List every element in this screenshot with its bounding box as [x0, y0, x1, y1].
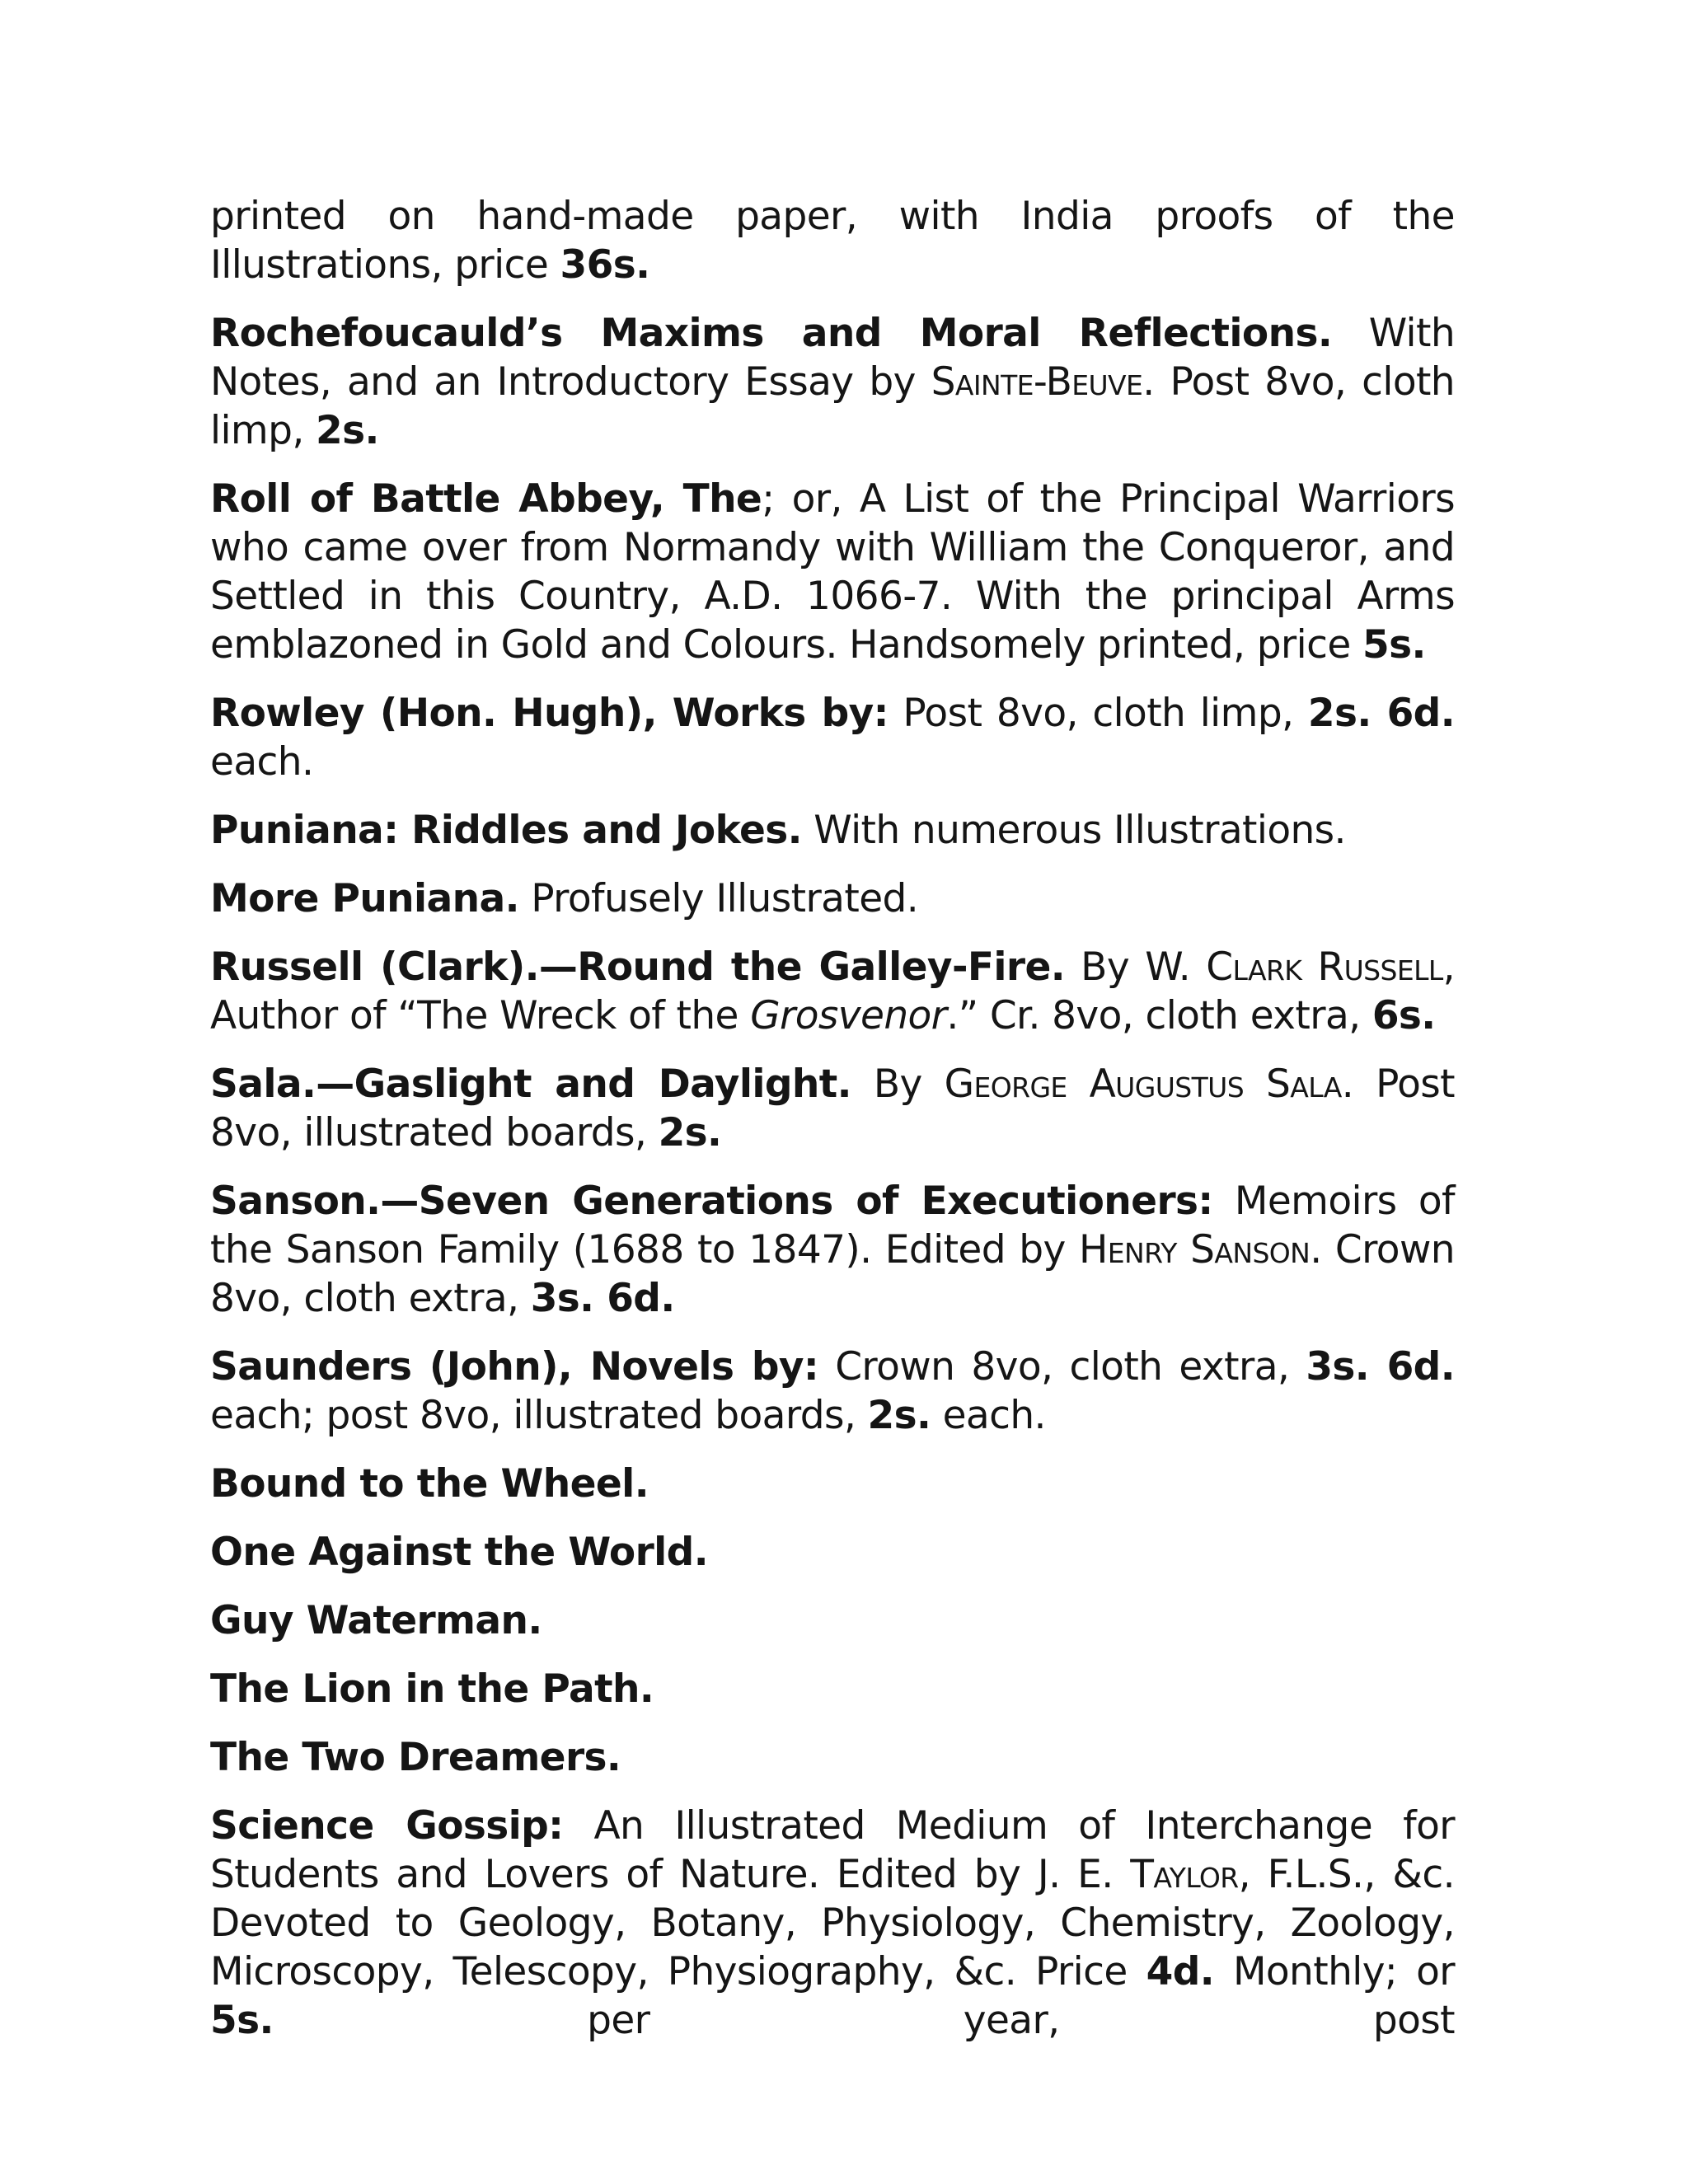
entry-bold-text: 4d.: [1146, 1949, 1215, 1994]
entry-bold-text: The Lion in the Path.: [210, 1666, 654, 1712]
entry-text: Profusely Illustrated.: [518, 876, 919, 921]
entry-bold-text: Roll of Battle Abbey, The: [210, 476, 762, 522]
catalogue-entry: [210, 1733, 1455, 1782]
entry-text: With Notes, and an Introductory Essay by: [210, 311, 1456, 405]
catalogue-entry: [210, 1802, 1455, 2045]
catalogue-entry: [210, 1528, 1455, 1577]
entry-bold-text: 2s.: [658, 1110, 722, 1155]
entry-bold-text: 36s.: [560, 242, 650, 288]
entry-text: , F.L.S., &c. Devoted to Geology, Botany, Physiology, Chemistry, Zoology, Microscopy, Telescopy, Physiography, &c. Price: [210, 1852, 1455, 1994]
entry-text: . Post 8vo, illustrated boards,: [210, 1062, 1456, 1155]
entry-text: An Illustrated Medium of Interchange for Students and Lovers of Nature. Edited by J. E.: [210, 1803, 1456, 1897]
entry-bold-text: Rowley (Hon. Hugh), Works by:: [210, 691, 889, 736]
entry-text: ; or, A List of the Principal Warriors who came over from Normandy with William the Conqueror, and Settled in this Country, A.D. 1066-7. With the principal Arms emblazoned in Gold and Colours. Handsomely printed, price: [210, 476, 1455, 668]
entry-bold-text: More Puniana.: [210, 876, 519, 921]
catalogue-entry: [210, 874, 1455, 923]
entry-bold-text: Saunders (John), Novels by:: [210, 1344, 819, 1390]
entry-bold-text: 2s.: [316, 408, 379, 453]
entry-bold-text: 3s. 6d.: [530, 1276, 675, 1321]
entry-text: Monthly; or: [1214, 1949, 1455, 1994]
entry-bold-text: Puniana: Riddles and Jokes.: [210, 808, 802, 853]
entry-bold-text: Sala.—Gaslight and Daylight.: [210, 1062, 851, 1107]
entry-small-caps-name: Sainte-Beuve: [931, 359, 1143, 405]
entry-bold-text: Sanson.—Seven Generations of Executioners:: [210, 1179, 1213, 1224]
entry-text: Crown 8vo, cloth extra,: [818, 1344, 1306, 1390]
catalogue-page: [210, 192, 1455, 2064]
entry-bold-text: The Two Dreamers.: [210, 1735, 621, 1780]
entry-small-caps-name: George Augustus Sala: [944, 1062, 1342, 1107]
catalogue-entry: [210, 309, 1455, 455]
catalogue-entry: [210, 192, 1455, 289]
entry-bold-text: 2s.: [867, 1393, 931, 1438]
entry-bold-text: Russell (Clark).—Round the Galley-Fire.: [210, 944, 1065, 990]
entry-bold-text: 3s. 6d.: [1306, 1344, 1455, 1390]
entry-bold-text: Science Gossip:: [210, 1803, 564, 1849]
catalogue-entry: [210, 1665, 1455, 1713]
entry-small-caps-name: Clark Russell: [1206, 944, 1443, 990]
catalogue-entry: [210, 1177, 1455, 1323]
entry-bold-text: 2s. 6d.: [1307, 691, 1455, 736]
entry-text: each; post 8vo, illustrated boards,: [210, 1393, 868, 1438]
entry-bold-text: One Against the World.: [210, 1530, 708, 1575]
entry-text: Memoirs of the Sanson Family (1688 to 1847). Edited by: [210, 1179, 1455, 1272]
entry-text: .” Cr. 8vo, cloth extra,: [946, 993, 1372, 1038]
entry-text: each.: [931, 1393, 1046, 1438]
entry-small-caps-name: Taylor: [1130, 1852, 1239, 1897]
entry-text: . Crown 8vo, cloth extra,: [210, 1227, 1455, 1321]
entry-small-caps-name: Henry Sanson: [1079, 1227, 1311, 1272]
entry-text: . Post 8vo, cloth limp,: [210, 359, 1455, 453]
entry-text: By W.: [1065, 944, 1207, 990]
catalogue-entry: [210, 1596, 1455, 1645]
entry-text: each.: [210, 739, 314, 785]
entry-text: With numerous Illustrations.: [801, 808, 1346, 853]
entry-text: , Author of “The Wreck of the: [210, 944, 1455, 1038]
catalogue-entry: [210, 1343, 1455, 1440]
catalogue-entry: [210, 1060, 1455, 1157]
catalogue-entry: [210, 475, 1455, 669]
entry-bold-text: Guy Waterman.: [210, 1598, 542, 1643]
catalogue-entry: [210, 943, 1455, 1040]
entry-italic-text: Grosvenor: [750, 993, 947, 1038]
entry-text: Post 8vo, cloth limp,: [888, 691, 1308, 736]
entry-text: By: [851, 1062, 945, 1107]
entry-bold-text: Bound to the Wheel.: [210, 1461, 649, 1507]
entry-bold-text: 6s.: [1372, 993, 1436, 1038]
catalogue-entry: [210, 1460, 1455, 1508]
catalogue-entry: [210, 806, 1455, 855]
catalogue-entry: [210, 689, 1455, 786]
entry-bold-text: Rochefoucauld’s Maxims and Moral Reflections.: [210, 311, 1333, 356]
entry-text: printed on hand-made paper, with India proofs of the Illustrations, price: [210, 194, 1455, 288]
entry-bold-text: 5s.: [1362, 622, 1426, 668]
entry-text: per year, post: [273, 1998, 1455, 2043]
entry-bold-text: 5s.: [210, 1998, 274, 2043]
